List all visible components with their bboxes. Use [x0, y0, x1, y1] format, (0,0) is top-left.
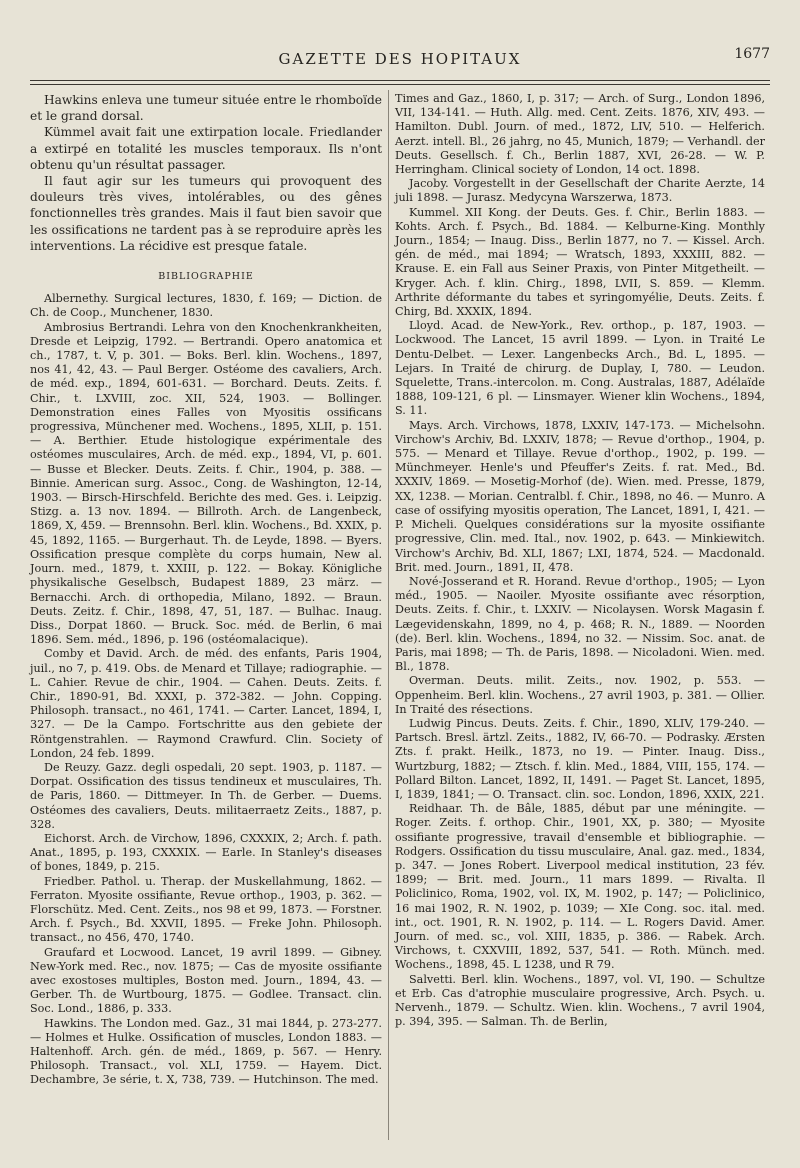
bibliography-entry: Lloyd. Acad. de New-York., Rev. orthop., p. 187, 1903. — Lockwood. The Lancet, 15 avril 1899. — Lyon. in Traité Le Dentu-Delbet. — Lexer. Langenbecks Arch., Bd. L, 1895. — Lejars. In Traité de chirurg. de Duplay, I, 780. — Leudon. Squelette, Trans.-intercolon. m. Cong. Australas, 1887, Adélaïde 1888, 109-121, 6 pl. — Linsmayer. Wiener klin Wochens., 1894, S. 11.	[395, 319, 765, 418]
bibliography-entry: Salvetti. Berl. klin. Wochens., 1897, vol. VI, 190. — Schultze et Erb. Cas d'atrophie musculaire progressive, Arch. Psych. u. Nervenh., 1879. — Schultz. Wien. klin. Wochens., 7 avril 1904, p. 394, 395. — Salman. Th. de Berlin,	[395, 972, 765, 1029]
column-divider	[388, 90, 389, 1140]
bibliography-entry: Ludwig Pincus. Deuts. Zeits. f. Chir., 1890, XLIV, 179-240. — Partsch. Bresl. ärtzl. Zeits., 1882, IV, 66-70. — Podrasky. Ærsten Zts. f. prakt. Heilk., 1873, no 19. — Pinter. Inaug. Diss., Wurtzburg, 1882; — Ztsch. f. klin. Med., 1884, VIII, 155, 174. — Pollard Bilton. Lancet, 1892, II, 1491. — Paget St. Lancet, 1895, I, 1839, 1841; — O. Transact. clin. soc. London, 1896, XXIX, 221.	[395, 716, 765, 801]
bibliography-entry: Albernethy. Surgical lectures, 1830, f. 169; — Diction. de Ch. de Coop., Munchener, 1830.	[30, 292, 382, 320]
bibliography-entry-continued: Times and Gaz., 1860, I, p. 317; — Arch. of Surg., London 1896, VII, 134-141. — Huth. Allg. med. Cent. Zeits. 1876, XIV, 493. — Hamilton. Dubl. Journ. of med., 1872, LIV, 510. — Helferich. Aerzt. intell. Bl., 26 jahrg, no 45, Munich, 1879; — Verhandl. der Deuts. Gesellsch. f. Ch., Berlin 1887, XVI, 26-28. — W. P. Herringham. Clinical society of London, 14 oct. 1898.	[395, 92, 765, 177]
header-rule-top	[30, 80, 770, 81]
bibliography-entry: Graufard et Locwood. Lancet, 19 avril 1899. — Gibney. New-York med. Rec., nov. 1875; — Cas de myosite ossifiante avec exostoses multiples, Boston med. Journ., 1894, 43. — Gerber. Th. de Wurtbourg, 1875. — Godlee. Transact. clin. Soc. Lond., 1886, p. 333.	[30, 945, 382, 1016]
bibliography-entry: Eichorst. Arch. de Virchow, 1896, CXXXIX, 2; Arch. f. path. Anat., 1895, p. 193, CXXXIX. — Earle. In Stanley's diseases of bones, 1849, p. 215.	[30, 831, 382, 874]
bibliography-entry: Kummel. XII Kong. der Deuts. Ges. f. Chir., Berlin 1883. — Kohts. Arch. f. Psych., Bd. 1884. — Kelburne-King. Monthly Journ., 1854; — Inaug. Diss., Berlin 1877, no 7. — Kissel. Arch. gén. de méd., mai 1894; — Wratsch, 1893, XXXIII, 882. — Krause. E. ein Fall aus Seiner Praxis, von Pinter Mitgetheilt. — Kryger. Ach. f. klin. Chirg., 1898, LVII, S. 859. — Klemm. Arthrite déformante du tabes et syringomyélie, Deuts. Zeits. f. Chirg, Bd. XXXIX, 1894.	[395, 205, 765, 319]
bibliography-title: BIBLIOGRAPHIE	[158, 271, 254, 283]
intro-text	[30, 92, 382, 254]
bibliography-entry: Mays. Arch. Virchows, 1878, LXXIV, 147-173. — Michelsohn. Virchow's Archiv, Bd. LXXIV, 1878; — Revue d'orthop., 1904, p. 575. — Menard et Tillaye. Revue d'orthop., 1902, p. 199. — Münchmeyer. Henle's und Pfeuffer's Zeits. f. rat. Med., Bd. XXXIV, 1869. — Mosetig-Morhof (de). Wien. med. Presse, 1879, XX, 1238. — Morian. Centralbl. f. Chir., 1898, no 46. — Munro. A case of ossifying myositis operation, The Lancet, 1891, I, 421. — P. Micheli. Quelques considérations sur la myosite ossifiante progressive, Clin. med. Ital., nov. 1902, p. 643. — Minkiewitch. Virchow's Archiv, Bd. XLI, 1867; LXI, 1874, 524. — Macdonald. Brit. med. Journ., 1891, II, 478.	[395, 418, 765, 574]
intro-paragraph: Il faut agir sur les tumeurs qui provoquent des douleurs très vives, intolérables, ou des gênes fonctionnelles très grandes. Mais il faut bien savoir que les ossifications ne tardent pas à se reproduire après les interventions. La récidive est presque fatale.	[30, 174, 382, 253]
bibliography-entry: De Reuzy. Gazz. degli ospedali, 20 sept. 1903, p. 1187. — Dorpat. Ossification des tissus tendineux et musculaires, Th. de Paris, 1860. — Dittmeyer. In Th. de Gerber. — Duems. Ostéomes des cavaliers, Deuts. militaerraetz Zeits., 1887, p. 328.	[30, 760, 382, 831]
page-header	[30, 40, 770, 80]
bibliography-entry: Overman. Deuts. milit. Zeits., nov. 1902, p. 553. — Oppenheim. Berl. klin. Wochens., 27 avril 1903, p. 381. — Ollier. In Traité des résections.	[395, 674, 765, 716]
bibliography-entry: Friedber. Pathol. u. Therap. der Muskellahmung, 1862. — Ferraton. Myosite ossifiante, Revue orthop., 1903, p. 362. — Florschütz. Med. Cent. Zeits., nos 98 et 99, 1873. — Forstner. Arch. f. Psych., Bd. XXVII, 1895. — Freke John. Philosoph. transact., no 456, 470, 1740.	[30, 874, 382, 945]
bibliography-entry: Ambrosius Bertrandi. Lehra von den Knochenkrankheiten, Dresde et Leipzig, 1792. — Bertrandi. Opero anatomica et ch., 1787, t. V, p. 301. — Boks. Berl. klin. Wochens., 1897, nos 41, 42, 43. — Paul Berger. Ostéome des cavaliers, Arch. de méd. exp., 1894, 601-631. — Borchard. Deuts. Zeits. f. Chir., t. LXVIII, zoc. XII, 524, 1903. — Bollinger. Demonstration eines Falles von Myositis ossificans progressiva, Münchener med. Wochens., 1895, XLII, p. 151. — A. Berthier. Etude histologique expérimentale des ostéomes musculaires, Arch. de méd. exp., 1894, VI, p. 601. — Busse et Blecker. Deuts. Zeits. f. Chir., 1904, p. 388. — Binnie. American surg. Assoc., Cong. de Washington, 12-14, 1903. — Birsch-Hirschfeld. Berichte des med. Ges. i. Leipzig. Stizg. a. 13 nov. 1894. — Billroth. Arch. de Langenbeck, 1869, X, 459. — Brennsohn. Berl. klin. Wochens., Bd. XXIX, p. 45, 1892, 1165. — Burgerhaut. Th. de Leyde, 1898. — Byers. Ossification presque complète du corps humain, New al. Journ. med., 1879, t. XXIII, p. 122. — Bokay. Königliche physikalische Geselbsch, Budapest 1889, 23 märz. — Bernacchi. Arch. di orthopedia, Milano, 1892. — Braun. Deuts. Zeitz. f. Chir., 1898, 47, 51, 187. — Bulhac. Inaug. Diss., Dorpat 1860. — Bruck. Soc. méd. de Berlin, 6 mai 1896. Sem. méd., 1896, p. 196 (ostéomalacique).	[30, 320, 382, 647]
bibliography-entry: Nové-Josserand et R. Horand. Revue d'orthop., 1905; — Lyon méd., 1905. — Naoiler. Myosite ossifiante avec résorption, Deuts. Zeits. f. Chir., t. LXXIV. — Nicolaysen. Worsk Magasin f. Lægevidenskahn, 1899, no 4, p. 468; R. N., 1889. — Noorden (de). Berl. klin. Wochens., 1894, no 32. — Nissim. Soc. anat. de Paris, mai 1898; — Th. de Paris, 1898. — Nicoladoni. Wien. med. Bl., 1878.	[395, 574, 765, 674]
bibliography-entry: Hawkins. The London med. Gaz., 31 mai 1844, p. 273-277. — Holmes et Hulke. Ossification of muscles, London 1883. — Haltenhoff. Arch. gén. de méd., 1869, p. 567. — Henry. Philosoph. Transact., vol. XLI, 1759. — Hayem. Dict. Dechambre, 3e série, t. X, 738, 739. — Hutchinson. The med.	[30, 1016, 382, 1087]
intro-paragraph: Hawkins enleva une tumeur située entre le rhomboïde et le grand dorsal.	[30, 93, 382, 124]
left-column	[30, 92, 382, 1088]
right-column	[395, 92, 765, 1029]
intro-paragraph: Kümmel avait fait une extirpation locale. Friedlander a extirpé en totalité les muscles temporaux. Ils n'ont obtenu qu'un résultat passager.	[30, 125, 382, 172]
journal-title: GAZETTE DES HOPITAUX	[278, 50, 522, 68]
bibliography-entry: Jacoby. Vorgestellt in der Gesellschaft der Charite Aerzte, 14 juli 1898. — Jurasz. Medycyna Warszerwa, 1873.	[395, 177, 765, 205]
header-rule-bottom	[30, 84, 770, 85]
bibliography-entry: Comby et David. Arch. de méd. des enfants, Paris 1904, juil., no 7, p. 419. Obs. de Menard et Tillaye; radiographie. — L. Cahier. Revue de chir., 1904. — Cahen. Deuts. Zeits. f. Chir., 1890-91, Bd. XXXI, p. 372-382. — John. Copping. Philosoph. transact., no 461, 1741. — Carter. Lancet, 1894, I, 327. — De la Campo. Fortschritte aus den gebiete der Röntgenstrahlen. — Raymond Crawfurd. Clin. Society of London, 24 feb. 1899.	[30, 647, 382, 760]
page-number: 1677	[734, 46, 770, 62]
bibliography-entry: Reidhaar. Th. de Bâle, 1885, début par une méningite. — Roger. Zeits. f. orthop. Chir., 1901, XX, p. 380; — Myosite ossifiante progressive, travail d'ensemble et bibliographie. — Rodgers. Ossification du tissu musculaire, Anal. gaz. med., 1834, p. 347. — Jones Robert. Liverpool medical institution, 23 fév. 1899; — Brit. med. Journ., 11 mars 1899. — Rivalta. Il Policlinico, Roma, 1902, vol. IX, M. 1902, p. 147; — Policlinico, 16 mai 1902, R. N. 1902, p. 1039; — XIe Cong. soc. ital. med. int., oct. 1901, R. N. 1902, p. 114. — L. Rogers David. Amer. Journ. of med. sc., vol. XIII, 1835, p. 386. — Rabek. Arch. Virchows, t. CXXVIII, 1892, 537, 541. — Roth. Münch. med. Wochens., 1898, 45. L 1238, und R 79.	[395, 802, 765, 972]
